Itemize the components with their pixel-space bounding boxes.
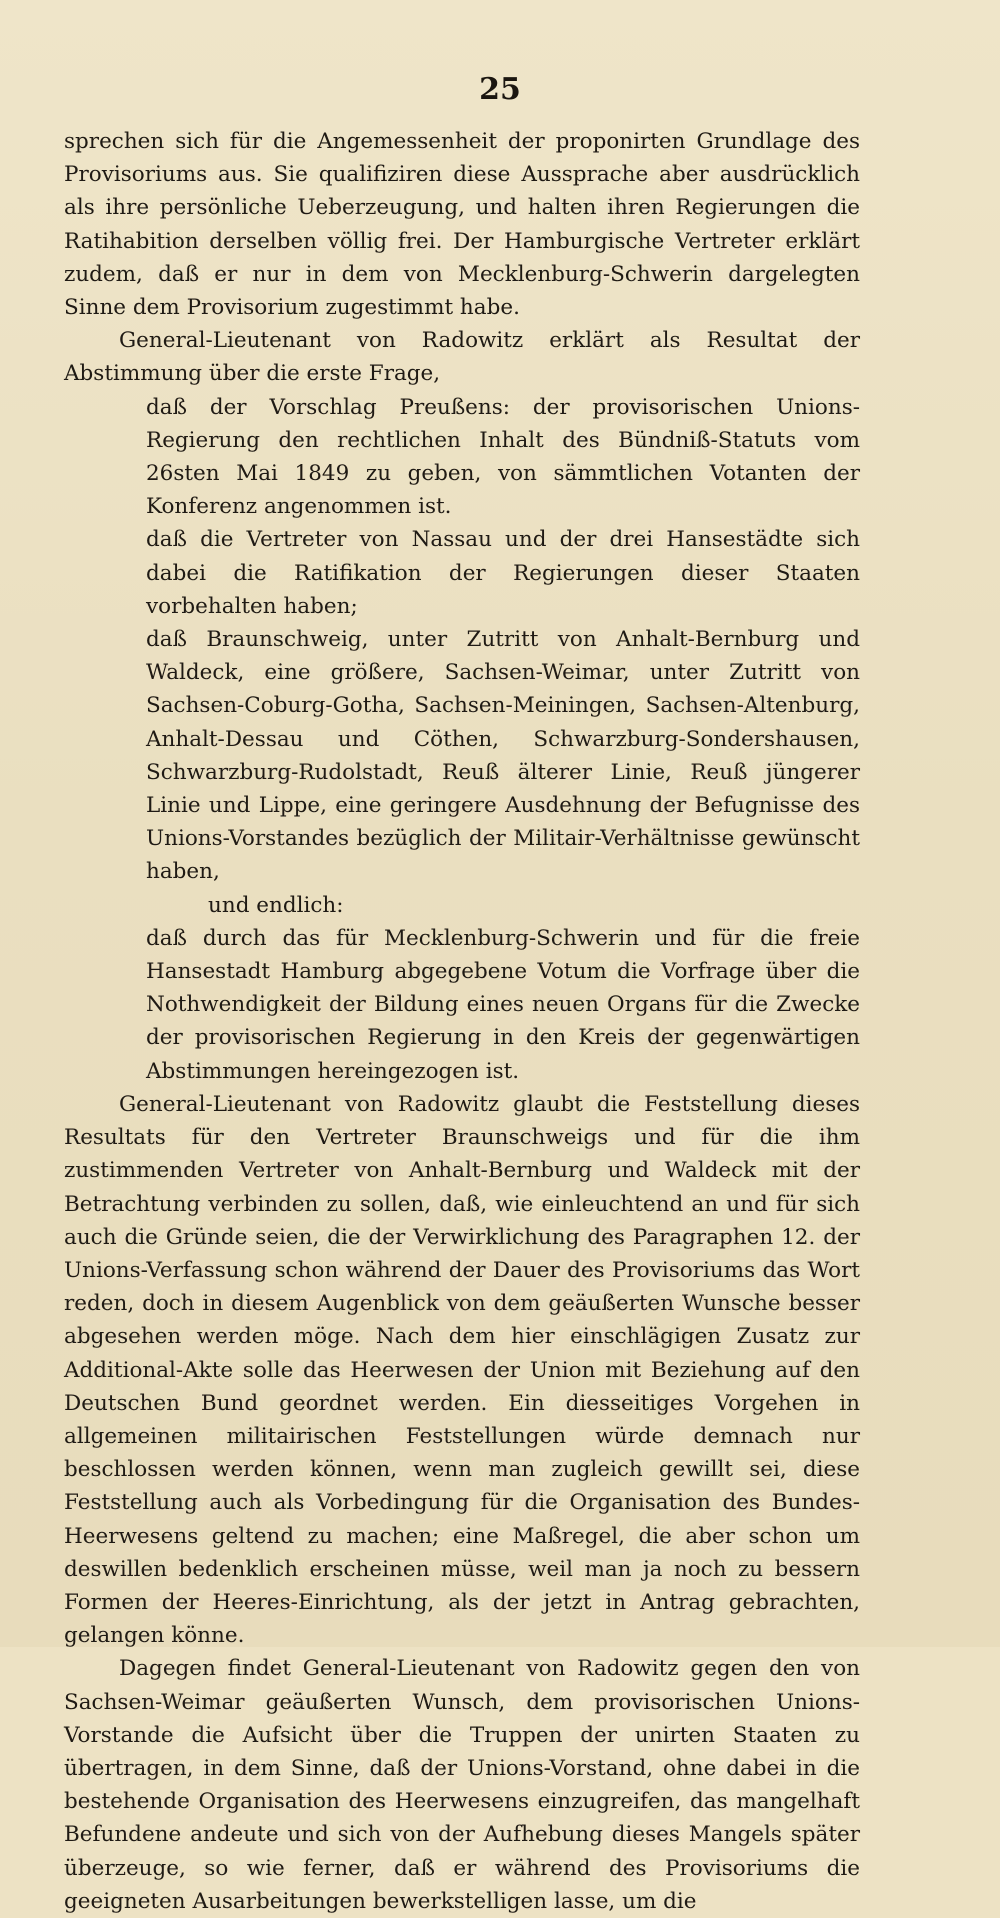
result-item-2: daß die Vertreter von Nassau und der drei Hansestädte sich dabei die Ratifikation der Regierungen dieser Staaten vorbehalten haben; xyxy=(146,527,860,619)
result-item-3: daß Braunschweig, unter Zutritt von Anhalt-Bernburg und Waldeck, eine größere, Sachsen-Weimar, unter Zutritt von Sachsen-Coburg-Gotha, Sachsen-Meiningen, Sachsen-Altenburg, Anhalt-Dessau und Cöthen, Schwarzburg-Sondershausen, Schwarzburg-Rudolstadt, Reuß älterer Linie, Reuß jüngerer Linie und Lippe, eine geringere Ausdehnung der Befugnisse des Unions-Vorstandes bezüglich der Militair-Verhältnisse gewünscht haben, xyxy=(146,627,860,885)
paragraph-1: sprechen sich für die Angemessenheit der proponirten Grundlage des Provisoriums aus. Sie qualifiziren diese Aussprache aber ausdrücklich als ihre persönliche Ueberzeugung, und halten ihren Regierungen die Ratihabition derselben völlig frei. Der Hamburgische Vertreter erklärt zudem, daß er nur in dem von Mecklenburg-Schwerin dargelegten Sinne dem Provisorium zugestimmt habe. xyxy=(64,129,860,321)
page-body-text xyxy=(64,125,860,1918)
paragraph-3: General-Lieutenant von Radowitz glaubt die Feststellung dieses Resultats für den Vertreter Braunschweigs und für die ihm zustimmenden Vertreter von Anhalt-Bernburg und Waldeck mit der Betrachtung verbinden zu sollen, daß, wie einleuchtend an und für sich auch die Gründe seien, die der Verwirklichung des Paragraphen 12. der Unions-Verfassung schon während der Dauer des Provisoriums das Wort reden, doch in diesem Augenblick von dem geäußerten Wunsche besser abgesehen werden möge. Nach dem hier einschlägigen Zusatz zur Additional-Akte solle das Heerwesen der Union mit Beziehung auf den Deutschen Bund geordnet werden. Ein diesseitiges Vorgehen in allgemeinen militairischen Feststellungen würde demnach nur beschlossen werden können, wenn man zugleich gewillt sei, diese Feststellung auch als Vorbedingung für die Organisation des Bundes-Heerwesens geltend zu machen; eine Maßregel, die aber schon um deswillen bedenklich erscheinen müsse, weil man ja noch zu bessern Formen der Heeres-Einrichtung, als der jetzt in Antrag gebrachten, gelangen könne. xyxy=(64,1091,860,1649)
paragraph-4: Dagegen findet General-Lieutenant von Radowitz gegen den von Sachsen-Weimar geäußerten Wunsch, dem provisorischen Unions-Vorstande die Aufsicht über die Truppen der unirten Staaten zu übertragen, in dem Sinne, daß der Unions-Vorstand, ohne dabei in die bestehende Organisation des Heerwesens einzugreifen, das mangelhaft Befundene andeute und sich von der Aufhebung dieses Mangels später überzeuge, so wie ferner, daß er während des Provisoriums die geeigneten Ausarbeitungen bewerkstelligen lasse, um die xyxy=(64,1656,860,1914)
result-item-1: daß der Vorschlag Preußens: der provisorischen Unions-Regierung den rechtlichen Inhalt des Bündniß-Statuts vom 26sten Mai 1849 zu geben, von sämmtlichen Votanten der Konferenz angenommen ist. xyxy=(146,394,860,520)
result-item-4: daß durch das für Mecklenburg-Schwerin und für die freie Hansestadt Hamburg abgegebene Votum die Vorfrage über die Nothwendigkeit der Bildung eines neuen Organs für die Zwecke der provisorischen Regierung in den Kreis der gegenwärtigen Abstimmungen hereingezogen ist. xyxy=(146,925,860,1084)
result-connector: und endlich: xyxy=(208,892,344,918)
page-number: 25 xyxy=(479,72,521,107)
paragraph-2: General-Lieutenant von Radowitz erklärt als Resultat der Abstimmung über die erste Frage, xyxy=(64,328,860,387)
